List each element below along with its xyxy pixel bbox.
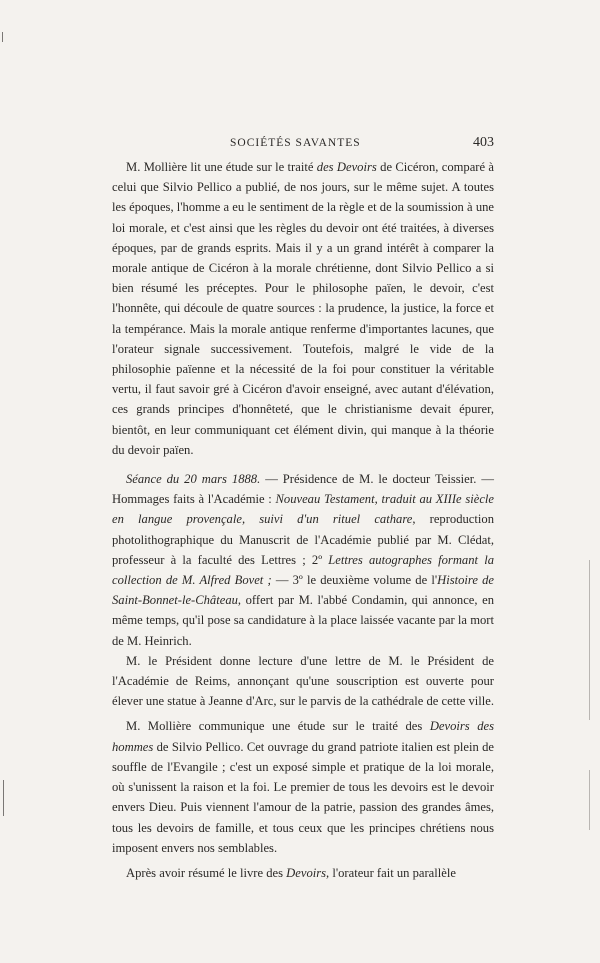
- paragraph-president: [112, 651, 494, 712]
- italic-run: Nouveau Testament, traduit au XIIIe siècle en langue provençale, suivi d'un rituel cathare: [112, 492, 494, 527]
- text-run: de Silvio Pellico. Cet ouvrage du grand patriote italien est plein de souffle de l'Evangile ; c'est un exposé simple et pratique de la loi morale, où s'unissent la raison et la foi. Le premier de tous les devoirs est le devoir envers Dieu. Puis viennent l'amour de la patrie, passion des grandes âmes, tous les devoirs de famille, et tous ceux que les principes chrétiens nous imposent envers nos semblables.: [112, 739, 494, 855]
- italic-run: Lettres autographes formant la collection de M. Alfred Bovet ;: [112, 552, 494, 588]
- paragraph-parallele: [112, 863, 494, 883]
- text-run: — 3º le deuxième volume de l': [271, 573, 438, 588]
- italic-run: des Devoirs: [316, 160, 377, 174]
- paragraph-mollière-pellico: [112, 716, 494, 857]
- italic-run: Devoirs,: [286, 865, 330, 880]
- paragraph-mollière-devoirs: [112, 157, 494, 460]
- text-run: — Présidence de M. le docteur Teissier. — Hommages faits à l'Académie :: [112, 472, 494, 507]
- text-run: , offert par M. l'abbé Condamin, qui annonce, en même temps, qu'il pose sa candidature à la place laissée vacante par la mort de M. Heinrich.: [112, 593, 494, 648]
- scan-mark-right: [589, 560, 590, 720]
- scan-mark-left: [2, 32, 3, 42]
- text-run: M. Mollière communique une étude sur le traité des: [126, 719, 430, 734]
- page-header: [112, 135, 494, 155]
- text-run: l'orateur fait un parallèle: [329, 865, 456, 880]
- scan-mark-right-lower: [589, 770, 590, 830]
- paragraph-seance: [112, 469, 494, 651]
- scan-mark-left-lower: [3, 780, 4, 816]
- page-number: 403: [473, 135, 494, 150]
- text-run: de Cicéron, comparé à celui que Silvio Pellico a publié, de nos jours, sur le même sujet. A toutes les époques, l'homme a eu le sentiment de la règle et de la soumission à une loi morale, et c'est ainsi que les règles du devoir ont été traitées, à diverses époques, par de grands esprits. Mais il y a un grand intérêt à comparer la morale antique de Cicéron à la morale chrétienne, dont Silvio Pellico a si bien résumé les préceptes. Pour le philosophe païen, le devoir, c'est l'honnête, qui découle de quatre sources : la prudence, la justice, la force et la tempérance. Mais la morale antique renferme d'importantes lacunes, que l'orateur signale successivement. Toutefois, malgré le vide de la philosophie païenne et la nécessité de la foi pour constituer la véritable vertu, il faut savoir gré à Cicéron d'avoir enseigné, avec autant d'élévation, ces grands principes d'honnêteté, que le christianisme devait épurer, bientôt, en leur communiquant cet élément divin, qui manque à la théorie du devoir païen.: [112, 160, 495, 457]
- italic-run: Histoire de Saint-Bonnet-le-Château: [112, 573, 494, 608]
- italic-run: Séance du 20 mars 1888.: [126, 472, 261, 487]
- page-body: [112, 157, 494, 883]
- text-run: M. Mollière lit une étude sur le traité: [126, 160, 317, 174]
- text-run: Après avoir résumé le livre des: [126, 865, 287, 880]
- italic-run: Devoirs des hommes: [112, 719, 494, 754]
- text-run: , reproduction photolithographique du Manuscrit de l'Académie publié par M. Clédat, professeur à la faculté des Lettres ; 2º: [112, 512, 494, 567]
- text-run: M. le Président donne lecture d'une lettre de M. le Président de l'Académie de Reims, annonçant qu'une souscription est ouverte pour élever une statue à Jeanne d'Arc, sur le parvis de la cathédrale de cette ville.: [112, 653, 494, 709]
- running-title: SOCIÉTÉS SAVANTES: [230, 137, 361, 149]
